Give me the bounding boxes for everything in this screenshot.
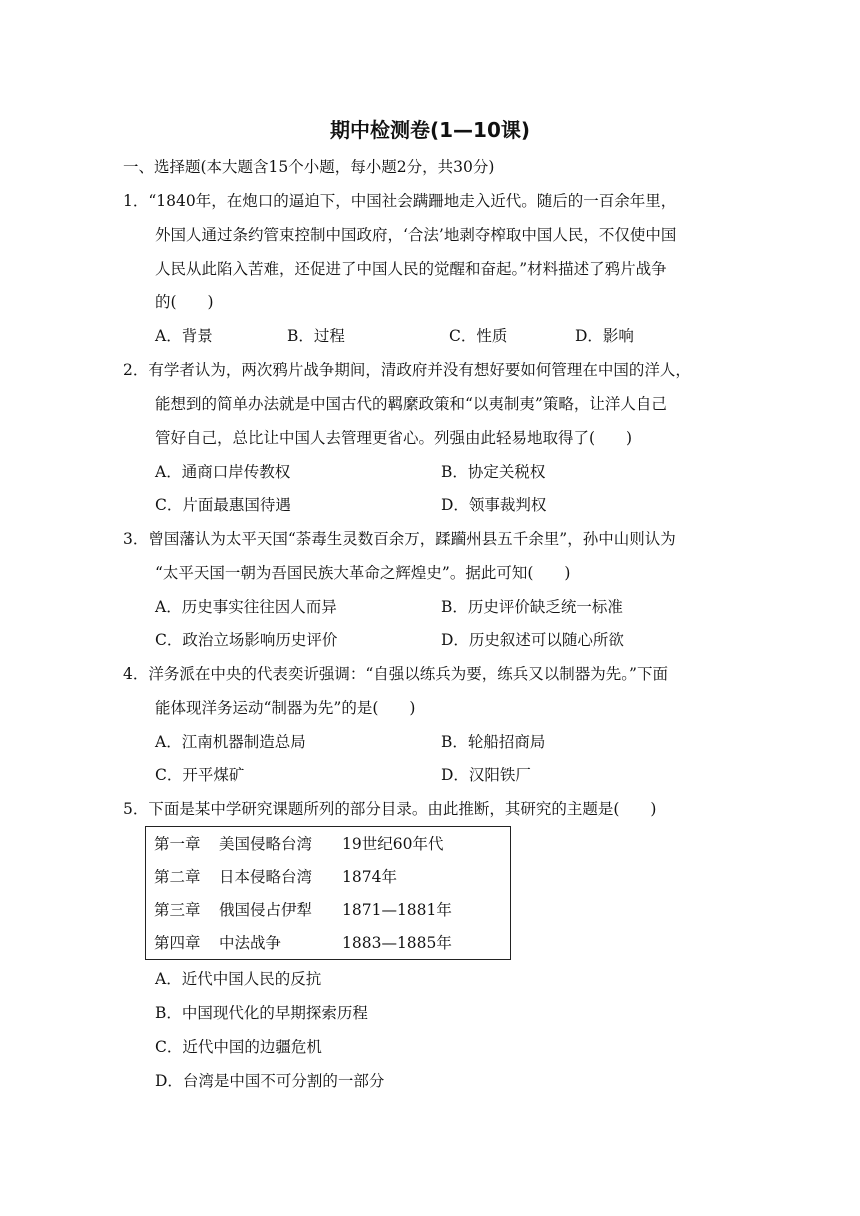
question-2-line: 能想到的简单办法就是中国古代的羁縻政策和“以夷制夷”策略，让洋人自己 — [155, 395, 667, 413]
question-1-line: 外国人通过条约管束控制中国政府，‘合法’地剥夺榨取中国人民，不仅使中国 — [155, 226, 677, 244]
toc-topic: 美国侵略台湾 — [219, 835, 313, 853]
question-1-option-d: D．影响 — [575, 327, 634, 345]
question-4-line: 能体现洋务运动“制器为先”的是( ) — [155, 699, 416, 717]
question-4-option-d: D．汉阳铁厂 — [441, 766, 531, 784]
question-5-line: 5．下面是某中学研究课题所列的部分目录。由此推断，其研究的主题是( ) — [123, 800, 657, 818]
question-3-option-a: A．历史事实往往因人而异 — [155, 598, 337, 616]
question-5-option-d: D．台湾是中国不可分割的一部分 — [155, 1072, 385, 1090]
question-1-option-c: C．性质 — [449, 327, 508, 345]
toc-period: 1883—1885年 — [342, 934, 452, 952]
toc-period: 1874年 — [342, 868, 397, 886]
question-4-line: 4．洋务派在中央的代表奕䜣强调：“自强以练兵为要，练兵又以制器为先。”下面 — [123, 665, 668, 683]
question-3-line: 3．曾国藩认为太平天国“荼毒生灵数百余万，蹂躏州县五千余里”，孙中山则认为 — [123, 530, 676, 548]
question-3-option-c: C．政治立场影响历史评价 — [155, 631, 338, 649]
toc-topic: 中法战争 — [219, 934, 282, 952]
question-4-option-c: C．开平煤矿 — [155, 766, 245, 784]
question-2-option-c: C．片面最惠国待遇 — [155, 496, 291, 514]
question-1-option-a: A．背景 — [155, 327, 213, 345]
toc-topic: 日本侵略台湾 — [219, 868, 313, 886]
question-4-option-a: A．江南机器制造总局 — [155, 733, 306, 751]
toc-period: 1871—1881年 — [342, 901, 452, 919]
question-2-option-b: B．协定关税权 — [441, 463, 546, 481]
question-2-option-d: D．领事裁判权 — [441, 496, 547, 514]
toc-chapter: 第三章 — [154, 901, 201, 919]
question-1-option-b: B．过程 — [287, 327, 345, 345]
question-1-line: 人民从此陷入苦难，还促进了中国人民的觉醒和奋起。”材料描述了鸦片战争 — [155, 260, 667, 278]
question-5-option-a: A．近代中国人民的反抗 — [155, 970, 322, 988]
question-2-line: 2．有学者认为，两次鸦片战争期间，清政府并没有想好要如何管理在中国的洋人， — [123, 361, 691, 379]
question-5-option-c: C．近代中国的边疆危机 — [155, 1038, 322, 1056]
toc-chapter: 第二章 — [154, 868, 201, 886]
page-title: 期中检测卷(1—10课) — [329, 118, 531, 142]
question-2-option-a: A．通商口岸传教权 — [155, 463, 291, 481]
question-4-option-b: B．轮船招商局 — [441, 733, 546, 751]
toc-topic: 俄国侵占伊犁 — [219, 901, 313, 919]
toc-chapter: 第四章 — [154, 934, 201, 952]
question-1-line: 1．“1840年，在炮口的逼迫下，中国社会蹒跚地走入近代。随后的一百余年里， — [123, 192, 677, 210]
question-3-line: “太平天国一朝为吾国民族大革命之辉煌史”。据此可知( ) — [155, 564, 571, 582]
question-2-line: 管好自己，总比让中国人去管理更省心。列强由此轻易地取得了( ) — [155, 429, 633, 447]
question-5-option-b: B．中国现代化的早期探索历程 — [155, 1004, 368, 1022]
question-3-option-d: D．历史叙述可以随心所欲 — [441, 631, 624, 649]
section-heading: 一、选择题(本大题含15个小题，每小题2分，共30分) — [123, 158, 495, 176]
toc-period: 19世纪60年代 — [342, 835, 444, 853]
table-of-contents-box — [145, 826, 511, 960]
question-1-line: 的( ) — [155, 293, 214, 311]
question-3-option-b: B．历史评价缺乏统一标准 — [441, 598, 623, 616]
toc-chapter: 第一章 — [154, 835, 201, 853]
